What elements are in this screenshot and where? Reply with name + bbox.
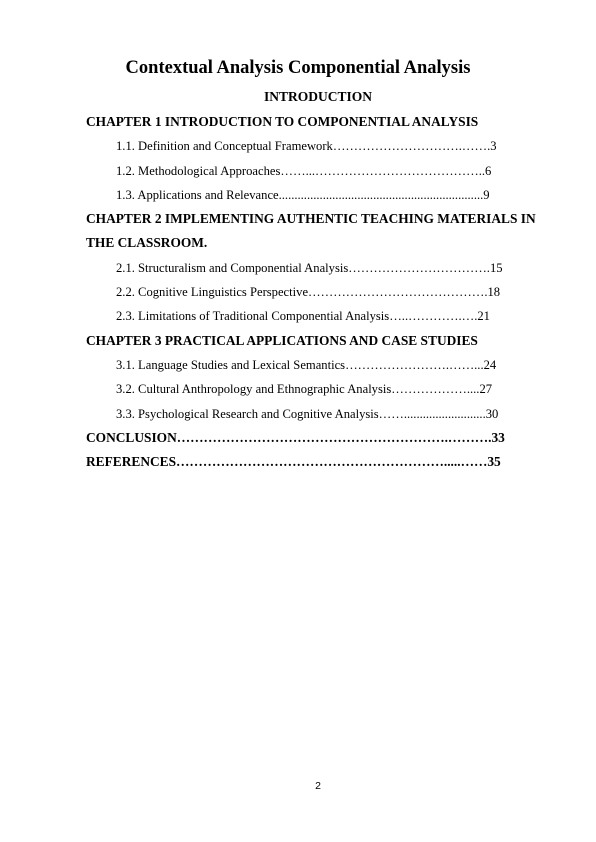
- toc-conclusion: CONCLUSION…………………………………………………….……….33: [86, 429, 505, 445]
- toc-entry-1-1: 1.1. Definition and Conceptual Framework………………………….…….3: [116, 139, 497, 154]
- chapter-1-heading: CHAPTER 1 INTRODUCTION TO COMPONENTIAL ANALYSIS: [86, 114, 479, 129]
- table-of-contents: [86, 110, 556, 474]
- toc-entry-2-3: 2.3. Limitations of Traditional Componential Analysis…..………….….21: [116, 309, 490, 324]
- introduction-heading: INTRODUCTION: [263, 89, 372, 104]
- toc-entry-2-2: 2.2. Cognitive Linguistics Perspective…………………………………….18: [116, 285, 501, 300]
- toc-entry-2-1: 2.1. Structuralism and Componential Analysis…………………………….15: [116, 260, 503, 275]
- toc-entry-1-2: 1.2. Methodological Approaches……...…………………………………..6: [116, 163, 492, 178]
- toc-entry-3-3: 3.3. Psychological Research and Cognitive Analysis……..........................30: [116, 406, 499, 421]
- toc-entry-3-2: 3.2. Cultural Anthropology and Ethnographic Analysis………………....27: [116, 382, 493, 397]
- chapter-2-heading-continued: THE CLASSROOM.: [86, 235, 208, 251]
- page-number: 2: [315, 780, 321, 792]
- toc-references: REFERENCES…………………………………………………….....……35: [86, 454, 501, 470]
- document-title: Contextual Analysis Componential Analysis: [125, 58, 471, 78]
- chapter-2-heading: CHAPTER 2 IMPLEMENTING AUTHENTIC TEACHING MATERIALS IN: [86, 211, 536, 227]
- chapter-3-heading: CHAPTER 3 PRACTICAL APPLICATIONS AND CASE STUDIES: [86, 332, 478, 348]
- toc-entry-3-1: 3.1. Language Studies and Lexical Semantics…………………….……...24: [116, 357, 497, 372]
- toc-entry-1-3: 1.3. Applications and Relevance.................................................................9: [116, 187, 490, 202]
